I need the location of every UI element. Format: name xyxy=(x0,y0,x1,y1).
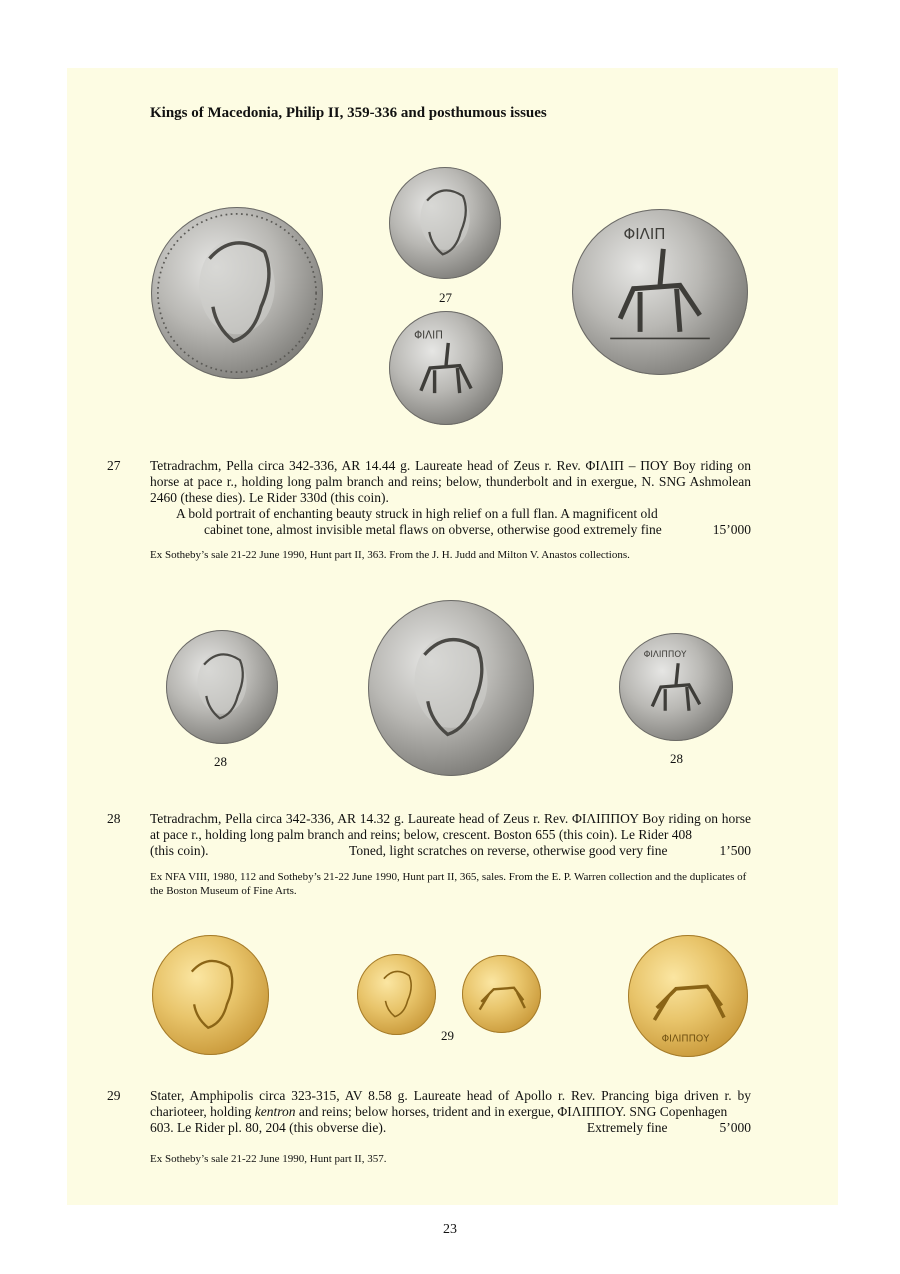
plate-label-28-right: 28 xyxy=(670,751,683,766)
lot-27-comment-line2: cabinet tone, almost invisible metal flaws on obverse, otherwise good extremely fine xyxy=(204,522,662,537)
lot-29-desc-b: and reins; below horses, trident and in exergue, ΦΙΛΙΠΠΟΥ. SNG Copenhagen xyxy=(295,1104,728,1119)
lot-29-grade: Extremely fine xyxy=(586,1120,668,1135)
lot-28-last-row xyxy=(150,843,751,859)
lot-number-29: 29 xyxy=(107,1088,121,1103)
lot-28-grade: Toned, light scratches on reverse, otherwise good very fine xyxy=(349,843,668,858)
coin-29-obverse-large xyxy=(152,935,269,1055)
coin-29-legend: ΦΙΛΙΠΠΟΥ xyxy=(661,1033,710,1045)
plate-label-29: 29 xyxy=(441,1028,454,1043)
lot-28-provenance: Ex NFA VIII, 1980, 112 and Sotheby’s 21-22 June 1990, Hunt part II, 365, sales. From the E. P. Warren collection and the duplicates of the Boston Museum of Fine Arts. xyxy=(150,871,747,897)
lot-28-estimate: 1’500 xyxy=(719,843,751,858)
coin-29-obverse-small xyxy=(357,954,436,1035)
lot-27-comment-line1: A bold portrait of enchanting beauty struck in high relief on a full flan. A magnificent old xyxy=(176,506,658,521)
coin-28-legend: ΦΙΛΙΠΠΟΥ xyxy=(643,649,687,660)
lot-29-desc-a: Stater, Amphipolis circa 323-315, AV 8.58 g. Laureate head of Apollo r. Rev. Prancing biga driven r. by charioteer, holding xyxy=(150,1088,751,1119)
lot-29-provenance: Ex Sotheby’s sale 21-22 June 1990, Hunt part II, 357. xyxy=(150,1153,387,1165)
lot-number-27: 27 xyxy=(107,458,121,473)
coin-27-reverse-large xyxy=(572,209,748,375)
coin-27-large-legend: ΦΙΛΙΠ xyxy=(623,224,666,243)
page-number: 23 xyxy=(443,1222,457,1237)
lot-28-description xyxy=(150,811,751,859)
lot-28-desc-text: Tetradrachm, Pella circa 342-336, AR 14.32 g. Laureate head of Zeus r. Rev. ΦΙΛΙΠΠΟΥ Boy riding on horse at pace r., holding long palm branch and reins; below, crescent. Boston 655 (this coin). Le Rider 408 xyxy=(150,811,751,842)
lot-27-provenance: Ex Sotheby’s sale 21-22 June 1990, Hunt part II, 363. From the J. H. Judd and Milton V. Anastos collections. xyxy=(150,549,630,561)
coin-28-obverse-large xyxy=(368,600,534,776)
coin-29-reverse-small xyxy=(462,955,541,1033)
coin-27-small-legend: ΦΙΛΙΠ xyxy=(414,329,443,342)
lot-number-28: 28 xyxy=(107,811,121,826)
lot-29-desc-text xyxy=(150,1088,751,1120)
lot-27-comment-line2-row xyxy=(150,522,751,538)
lot-29-last-line: 603. Le Rider pl. 80, 204 (this obverse die). xyxy=(150,1120,387,1135)
lot-27-description xyxy=(150,458,751,538)
lot-28-last-line: (this coin). xyxy=(150,843,209,858)
lot-29-description xyxy=(150,1088,751,1136)
coin-28-reverse xyxy=(619,633,733,741)
coin-27-reverse-small xyxy=(389,311,503,425)
coin-28-obverse-small xyxy=(166,630,278,744)
lot-27-estimate: 15’000 xyxy=(712,522,751,537)
lot-29-estimate: 5’000 xyxy=(719,1120,751,1135)
coin-29-reverse-large xyxy=(628,935,748,1057)
lot-29-desc-em: kentron xyxy=(254,1104,296,1119)
lot-29-last-row xyxy=(150,1120,751,1136)
section-title: Kings of Macedonia, Philip II, 359-336 and posthumous issues xyxy=(150,105,547,121)
lot-27-desc-text: Tetradrachm, Pella circa 342-336, AR 14.44 g. Laureate head of Zeus r. Rev. ΦΙΛΙΠ – ΠΟΥ Boy riding on horse at pace r., holding long palm branch and reins; below, thunderbolt and in exergue, N. SNG Ashmolean 2460 (these dies). Le Rider 330d (this coin). xyxy=(150,458,751,505)
plate-label-28-left: 28 xyxy=(214,754,227,769)
coin-27-obverse-large xyxy=(151,207,323,379)
plate-label-27: 27 xyxy=(439,290,452,305)
coin-27-obverse-small xyxy=(389,167,501,279)
